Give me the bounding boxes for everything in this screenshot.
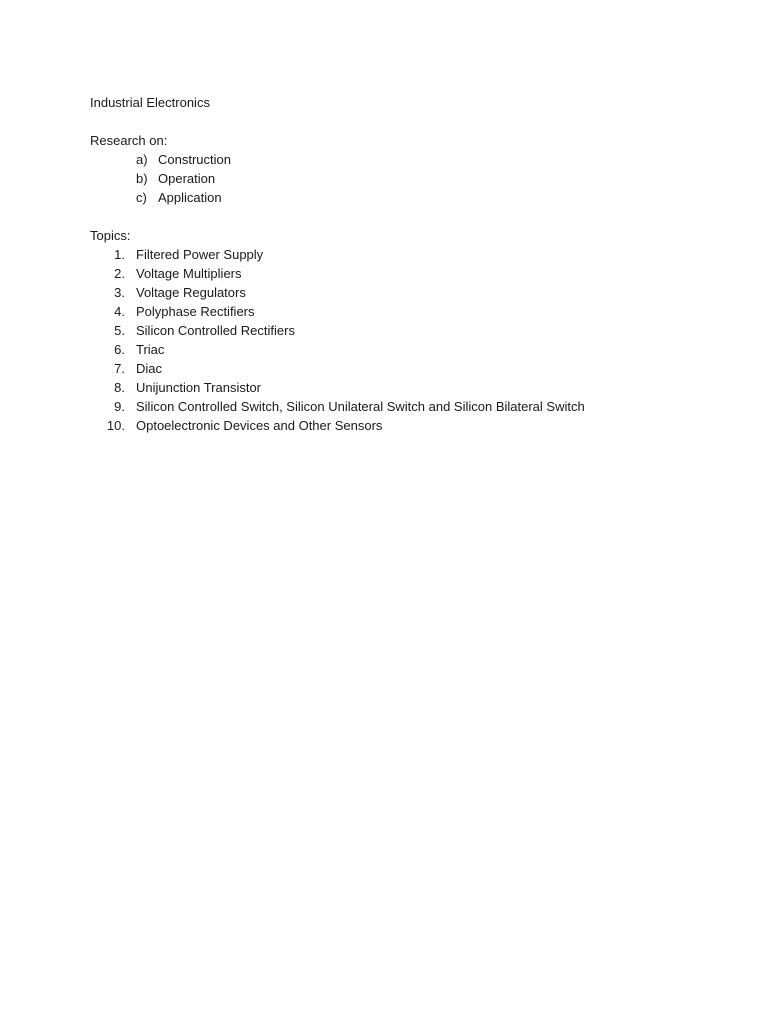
list-marker: c) — [136, 190, 147, 205]
list-item-text: Voltage Regulators — [136, 285, 246, 300]
list-marker: b) — [136, 171, 148, 186]
list-marker: 6. — [114, 342, 125, 357]
research-heading: Research on: — [90, 133, 168, 148]
list-item-text: Filtered Power Supply — [136, 247, 264, 262]
list-marker: 1. — [114, 247, 125, 262]
list-item-text: Unijunction Transistor — [136, 380, 261, 395]
list-marker: 9. — [114, 399, 125, 414]
list-marker: a) — [136, 152, 148, 167]
list-marker: 8. — [114, 380, 125, 395]
topics-heading: Topics: — [90, 228, 131, 243]
list-item-text: Diac — [136, 361, 163, 376]
list-marker: 10. — [106, 418, 125, 433]
list-item-text: Triac — [136, 342, 165, 357]
document-title: Industrial Electronics — [90, 95, 210, 110]
list-item-text: Optoelectronic Devices and Other Sensors — [136, 418, 383, 433]
list-item-text: Silicon Controlled Switch, Silicon Unilateral Switch and Silicon Bilateral Switch — [136, 399, 585, 414]
list-marker: 2. — [114, 266, 125, 281]
list-marker: 7. — [114, 361, 125, 376]
list-marker: 5. — [114, 323, 125, 338]
list-marker: 3. — [114, 285, 125, 300]
list-item-text: Silicon Controlled Rectifiers — [136, 323, 295, 338]
list-marker: 4. — [114, 304, 125, 319]
list-item-text: Construction — [158, 152, 231, 167]
list-item-text: Polyphase Rectifiers — [136, 304, 255, 319]
list-item-text: Application — [158, 190, 222, 205]
list-item-text: Operation — [158, 171, 216, 186]
list-item-text: Voltage Multipliers — [136, 266, 242, 281]
